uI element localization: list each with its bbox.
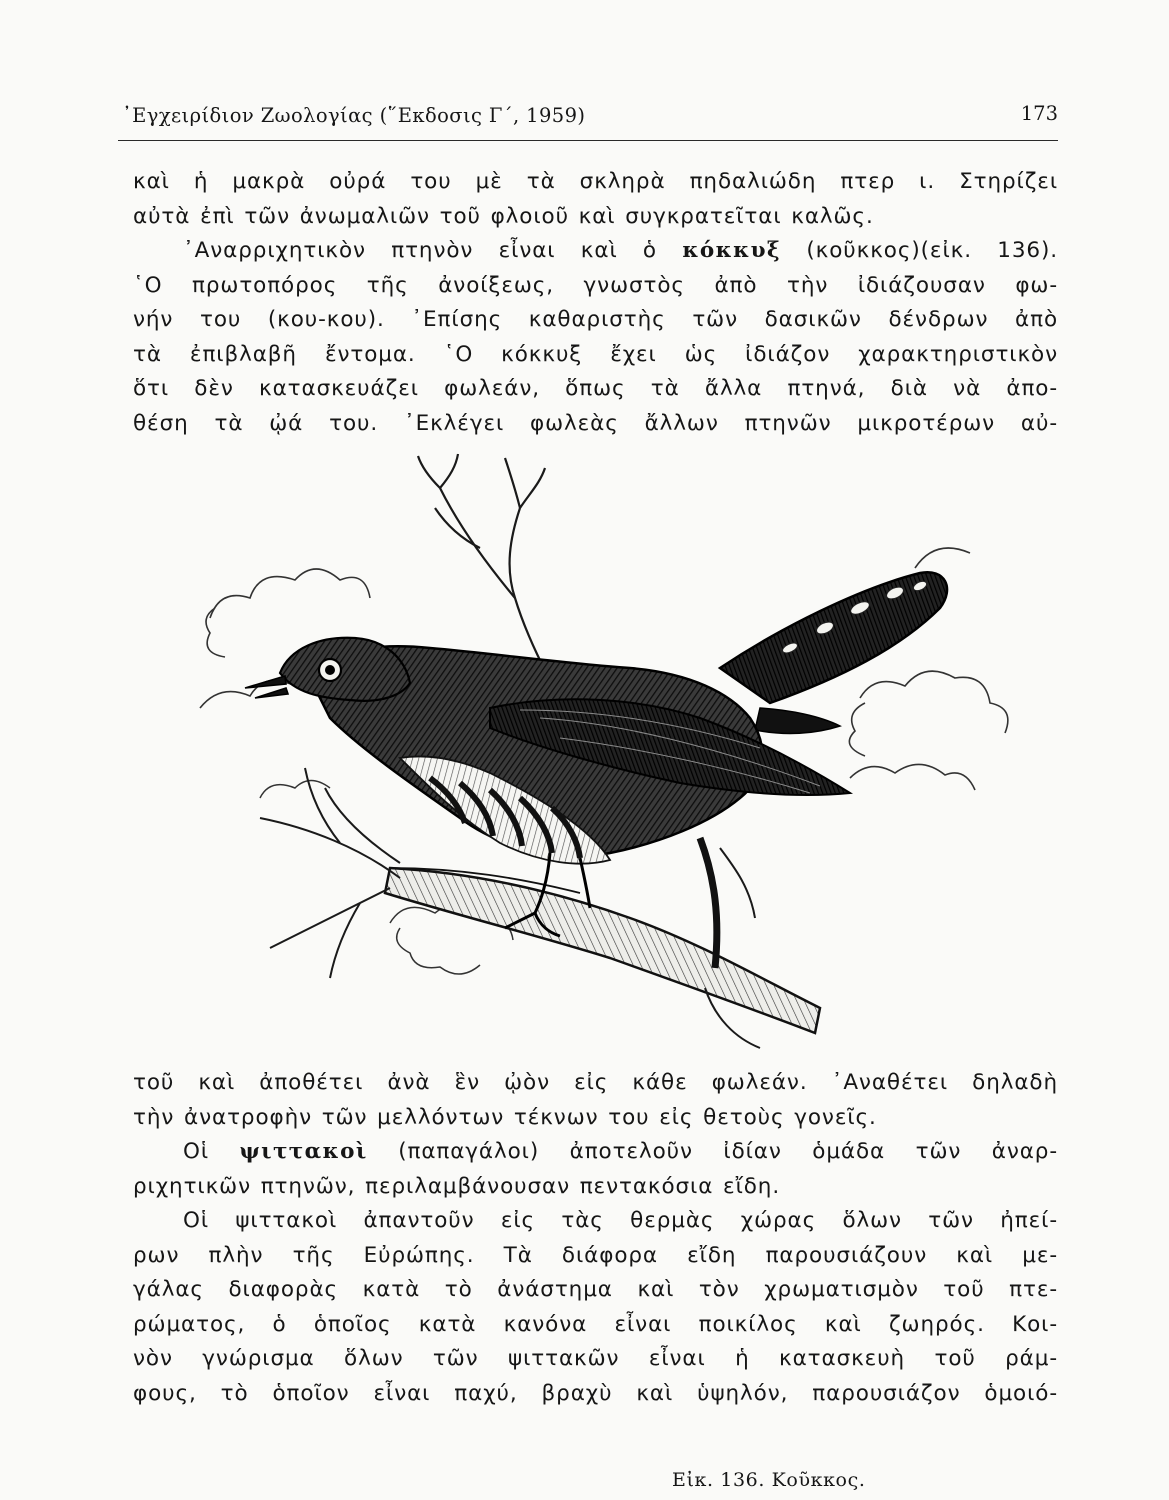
text-line: αὐτὰ ἐπὶ τῶν ἀνωμαλιῶν τοῦ φλοιοῦ καὶ συγκρατεῖται καλῶς. [133, 203, 874, 229]
text-line: ρώματος, ὁ ὁποῖος κατὰ κανόνα εἶναι ποικίλος καὶ ζωηρός. Κοι- [133, 1311, 1058, 1337]
text-line: τὴν ἀνατροφὴν τῶν μελλόντων τέκνων του εἰς θετοὺς γονεῖς. [133, 1104, 877, 1130]
text-block-bottom [133, 1066, 1058, 1411]
text-line: ὅτι δὲν κατασκευάζει φωλεάν, ὅπως τὰ ἄλλα πτηνά, διὰ νὰ ἀπο- [133, 376, 1058, 401]
text-line: θέση τὰ ᾠά του. ᾿Εκλέγει φωλεὰς ἄλλων πτηνῶν μικροτέρων αὐ- [133, 410, 1058, 436]
tail-feather-tip [755, 708, 840, 733]
text-line: φους, τὸ ὁποῖον εἶναι παχύ, βραχὺ καὶ ὑψηλόν, παρουσιάζον ὁμοιό- [133, 1380, 1058, 1406]
paragraph-first-line: Οἱ ψιττακοὶ ἀπαντοῦν εἰς τὰς θερμὰς χώρας ὅλων τῶν ἠπεί- [183, 1208, 1058, 1233]
main-branch [385, 868, 820, 1033]
text-run: (κοῦκκος)(εἰκ. 136). [806, 238, 1058, 263]
text-line: ῾Ο πρωτοπόρος τῆς ἀνοίξεως, γνωστὸς ἀπὸ τὴν ἰδιάζουσαν φω- [133, 272, 1058, 298]
bold-term: κόκκυξ [682, 238, 782, 263]
text-line: ρων πλὴν τῆς Εὐρώπης. Τὰ διάφορα εἴδη παρουσιάζουν καὶ με- [133, 1242, 1058, 1268]
page-number: 173 [1020, 102, 1058, 125]
text-line: γάλας διαφορὰς κατὰ τὸ ἀνάστημα καὶ τὸν χρωματισμὸν τοῦ πτε- [133, 1277, 1058, 1302]
running-title: ᾿Εγχειρίδιον Ζωολογίας (῞Εκδοσις Γ΄, 1959) [122, 104, 586, 127]
cuckoo-tail [720, 572, 947, 703]
text-line: ριχητικῶν πτηνῶν, περιλαμβάνουσαν πεντακόσια εἴδη. [133, 1173, 781, 1199]
paragraph-first-line [133, 234, 1058, 269]
text-block-top [133, 165, 1058, 441]
text-line: νήν του (κου-κου). ᾿Επίσης καθαριστὴς τῶν δασικῶν δένδρων ἀπὸ [133, 307, 1058, 332]
text-run: ᾿Αναρριχητικὸν πτηνὸν εἶναι καὶ ὁ [183, 238, 657, 263]
text-run: Οἱ [183, 1139, 209, 1164]
running-header [118, 100, 1058, 141]
text-line: καὶ ἡ μακρὰ οὐρά του μὲ τὰ σκληρὰ πηδαλιώδη πτερ ι. Στηρίζει [133, 169, 1058, 194]
text-run: (παπαγάλοι) ἀποτελοῦν ἰδίαν ὁμάδα τῶν ἀναρ- [398, 1139, 1058, 1164]
eye [325, 665, 335, 675]
paragraph-first-line [133, 1135, 1058, 1170]
text-line: τὰ ἐπιβλαβῆ ἔντομα. ῾Ο κόκκυξ ἔχει ὡς ἰδιάζον χαρακτηριστικὸν [133, 341, 1058, 367]
bold-term: ψιττακοὶ [239, 1139, 368, 1164]
cuckoo-engraving [160, 448, 1060, 1058]
text-line: νὸν γνώρισμα ὅλων τῶν ψιττακῶν εἶναι ἡ κατασκευὴ τοῦ ράμ- [133, 1346, 1058, 1371]
text-line: τοῦ καὶ ἀποθέτει ἀνὰ ἓν ᾠὸν εἰς κάθε φωλεάν. ᾿Αναθέτει δηλαδὴ [133, 1070, 1058, 1095]
figure-caption: Εἰκ. 136. Κοῦκκος. [668, 1469, 869, 1491]
